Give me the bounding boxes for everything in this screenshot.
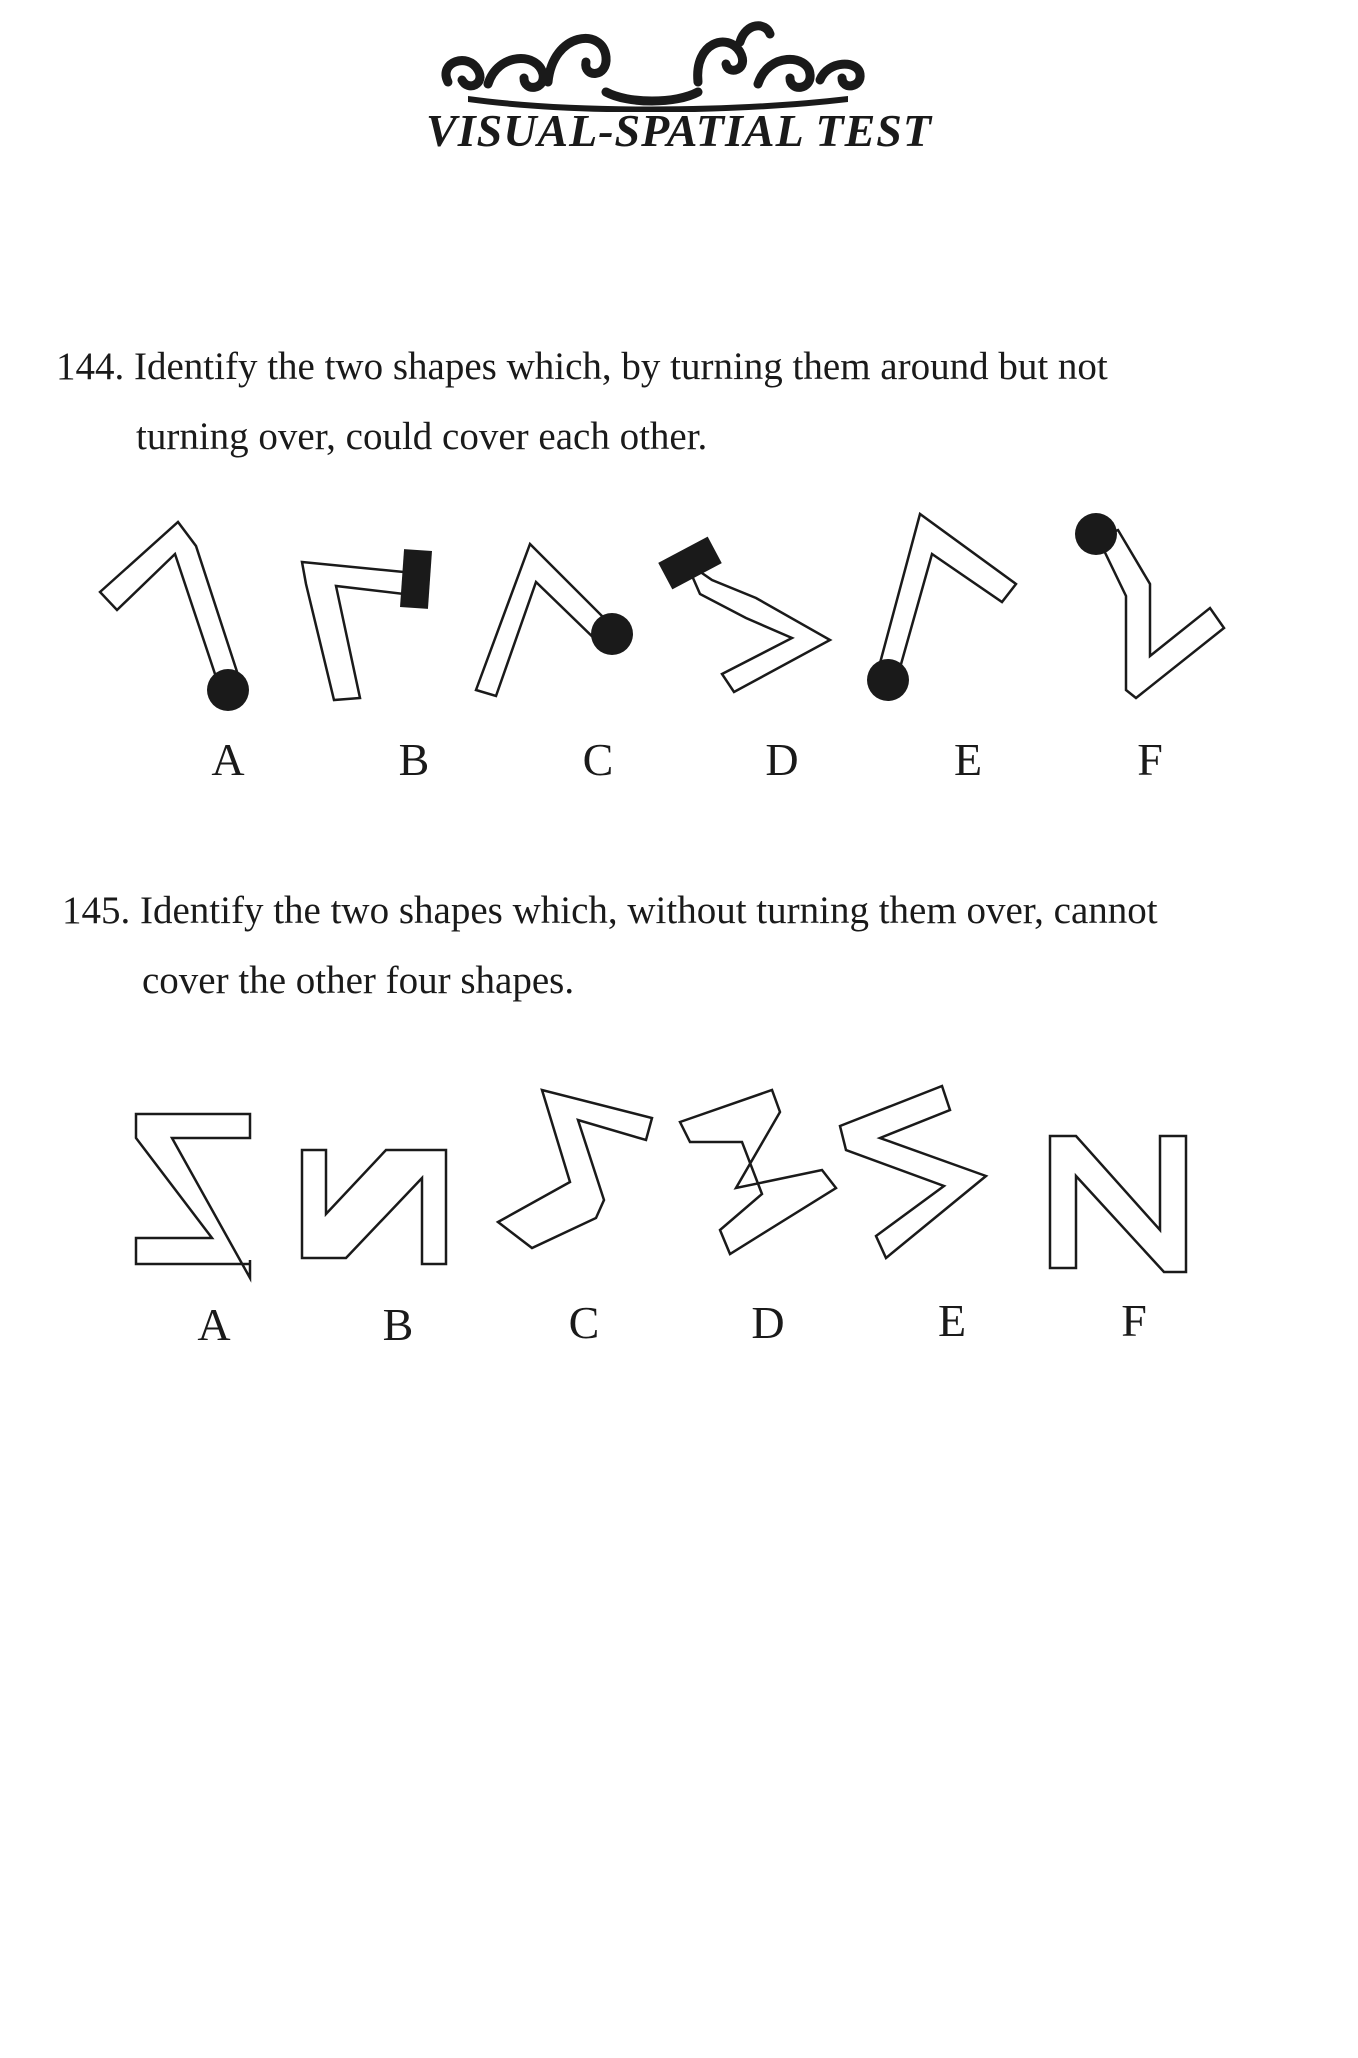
shape-c bbox=[498, 1090, 652, 1248]
shape-e bbox=[840, 1086, 986, 1258]
shape-b bbox=[302, 1150, 446, 1264]
shape-b bbox=[302, 549, 432, 700]
question-number: 145. bbox=[62, 889, 131, 932]
question-text-line2: turning over, could cover each other. bbox=[136, 415, 708, 458]
ornament-icon bbox=[428, 12, 876, 112]
shape-c bbox=[476, 544, 633, 696]
option-label-f: F bbox=[1137, 734, 1163, 785]
shape-e bbox=[867, 514, 1016, 701]
option-label-a: A bbox=[197, 1299, 231, 1350]
question-145-figure bbox=[0, 1068, 1358, 1358]
shape-d bbox=[658, 537, 830, 692]
question-text-line1: Identify the two shapes which, without turning them over, cannot bbox=[140, 889, 1158, 932]
option-label-c: C bbox=[568, 1297, 600, 1348]
option-label-d: D bbox=[751, 1297, 785, 1348]
question-144-figure bbox=[0, 500, 1358, 800]
question-text-line2: cover the other four shapes. bbox=[142, 959, 575, 1002]
option-label-c: C bbox=[582, 734, 614, 785]
question-number: 144. bbox=[56, 345, 125, 388]
shape-d bbox=[680, 1090, 836, 1254]
shape-a bbox=[136, 1114, 250, 1278]
option-label-e: E bbox=[953, 734, 983, 785]
shape-f bbox=[1075, 513, 1224, 698]
question-text-line1: Identify the two shapes which, by turning them around but not bbox=[134, 345, 1108, 388]
shape-a bbox=[100, 522, 249, 711]
option-label-b: B bbox=[398, 734, 430, 785]
option-label-a: A bbox=[211, 734, 245, 785]
page-title: VISUAL-SPATIAL TEST bbox=[426, 105, 932, 156]
question-145 bbox=[62, 876, 1158, 1016]
option-label-f: F bbox=[1121, 1295, 1147, 1346]
shape-f bbox=[1050, 1136, 1186, 1272]
question-144 bbox=[56, 332, 1108, 472]
option-label-e: E bbox=[937, 1295, 967, 1346]
option-label-d: D bbox=[765, 734, 799, 785]
option-label-b: B bbox=[382, 1299, 414, 1350]
